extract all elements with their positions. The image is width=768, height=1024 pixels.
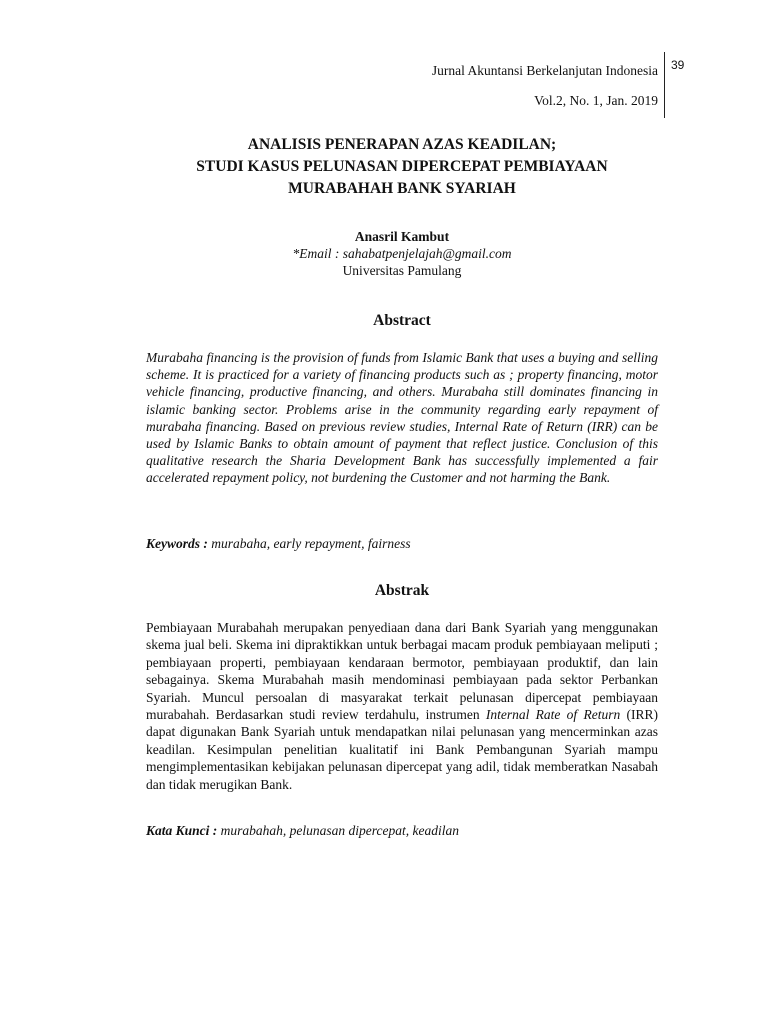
title-line-3: MURABAHAH BANK SYARIAH — [288, 180, 516, 197]
abstrak-body-italic: Internal Rate of Return — [485, 707, 621, 723]
abstrak-keywords — [146, 823, 658, 839]
abstrak-body-part-2: (IRR) dapat digunakan Bank Syariah untuk mendapatkan nilai pelunasan yang mencerminkan azas keadilan. Kesimpulan penelitian kualitatif ini Bank Pembangunan Syariah mampu mengimplementasikan kebijakan pelunasan dipercepat yang adil, tidak memberatkan Nasabah dan tidak merugikan Bank. — [146, 707, 659, 792]
keywords-label: Keywords : — [146, 536, 208, 551]
abstrak-heading: Abstrak — [374, 582, 430, 599]
title-line-2: STUDI KASUS PELUNASAN DIPERCEPAT PEMBIAYAAN — [196, 158, 608, 175]
abstract-keywords — [146, 536, 658, 552]
paper-title — [100, 134, 704, 200]
keywords-list: murabaha, early repayment, fairness — [211, 536, 411, 551]
kata-kunci-label: Kata Kunci : — [146, 823, 218, 838]
abstrak-body-part-1: Pembiayaan Murabahah merupakan penyediaan dana dari Bank Syariah yang menggunakan skema jual beli. Skema ini dipraktikkan untuk berbagai macam produk pembiayaan meliputi ; pembiayaan properti, pembiayaan kendaraan bermotor, pembiayaan produktif, dan lain sebagainya. Skema Murabahah masih mendominasi pembiayaan pada sektor Perbankan Syariah. Muncul persoalan di masyarakat terkait pelunasan dipercepat pembiayaan murabahah. Berdasarkan studi review terdahulu, instrumen — [146, 620, 658, 723]
abstrak-body — [146, 619, 658, 793]
running-header — [380, 56, 658, 116]
page-number: 39 — [671, 58, 685, 72]
author-email: *Email : sahabatpenjelajah@gmail.com — [292, 246, 512, 261]
author-name: Anasril Kambut — [354, 229, 450, 244]
abstract-heading: Abstract — [373, 312, 431, 329]
header-divider — [664, 52, 665, 118]
title-line-1: ANALISIS PENERAPAN AZAS KEADILAN; — [247, 136, 557, 153]
journal-volume: Vol.2, No. 1, Jan. 2019 — [534, 93, 658, 108]
abstract-body: Murabaha financing is the provision of funds from Islamic Bank that uses a buying and selling scheme. It is practiced for a variety of financing products such as ; property financing, motor vehicle financing, productive financing, and others. Murabaha still dominates financing in islamic banking sector. Problems arise in the community regarding early repayment of murabaha financing. Based on previous review studies, Internal Rate of Return (IRR) can be used by Islamic Banks to obtain amount of payment that reflect justice. Conclusion of this qualitative research the Sharia Development Bank has successfully implemented a fair accelerated repayment policy, not burdening the Customer and not harming the Bank. — [146, 350, 658, 486]
kata-kunci-list: murabahah, pelunasan dipercepat, keadilan — [220, 823, 459, 838]
author-block — [150, 228, 654, 279]
journal-name: Jurnal Akuntansi Berkelanjutan Indonesia — [431, 63, 658, 78]
author-affiliation: Universitas Pamulang — [342, 263, 462, 278]
